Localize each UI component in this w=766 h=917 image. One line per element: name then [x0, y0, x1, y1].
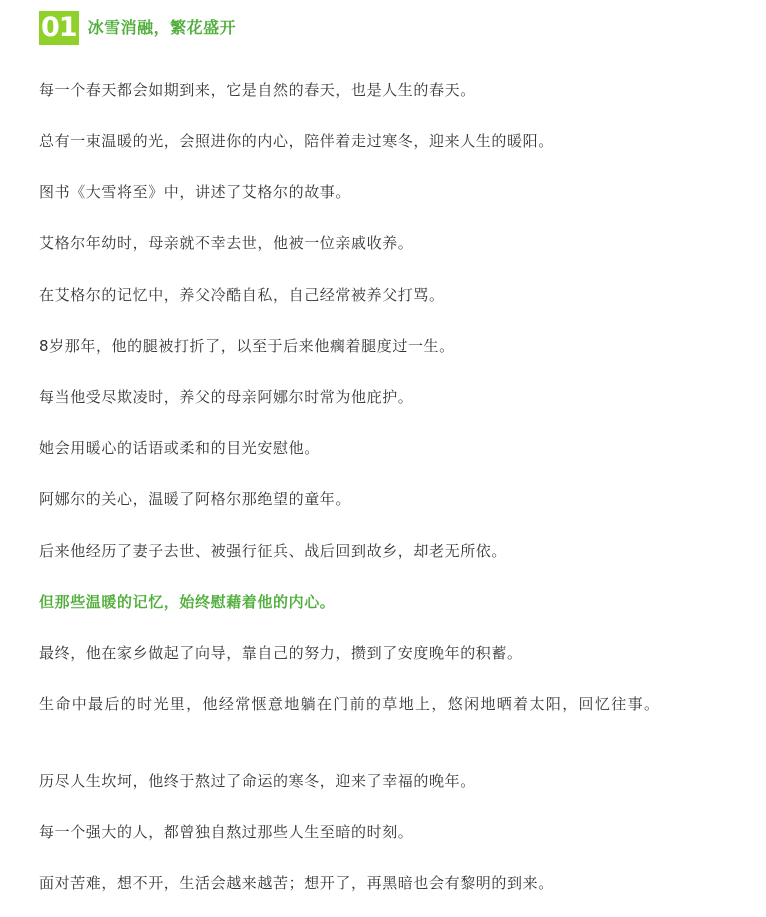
section-title: 冰雪消融，繁花盛开 — [87, 18, 237, 37]
paragraph: 历尽人生坎坷，他终于熬过了命运的寒冬，迎来了幸福的晚年。 — [39, 772, 476, 790]
paragraph: 最终，他在家乡做起了向导，靠自己的努力，攒到了安度晚年的积蓄。 — [39, 644, 523, 662]
paragraph: 阿娜尔的关心，温暖了阿格尔那绝望的童年。 — [39, 490, 352, 508]
paragraph: 每当他受尽欺凌时，养父的母亲阿娜尔时常为他庇护。 — [39, 388, 414, 406]
paragraph: 艾格尔年幼时，母亲就不幸去世，他被一位亲戚收养。 — [39, 234, 414, 252]
section-number-badge: 01 — [41, 12, 77, 43]
paragraph: 8岁那年，他的腿被打折了，以至于后来他瘸着腿度过一生。 — [39, 337, 455, 355]
section-header — [39, 10, 236, 46]
paragraph: 每一个强大的人，都曾独自熬过那些人生至暗的时刻。 — [39, 823, 414, 841]
paragraph: 总有一束温暖的光，会照进你的内心，陪伴着走过寒冬，迎来人生的暖阳。 — [39, 132, 554, 150]
paragraph: 在艾格尔的记忆中，养父冷酷自私，自己经常被养父打骂。 — [39, 286, 445, 304]
paragraph: 她会用暖心的话语或柔和的目光安慰他。 — [39, 439, 320, 457]
paragraph: 后来他经历了妻子去世、被强行征兵、战后回到故乡，却老无所依。 — [39, 542, 508, 560]
paragraph: 面对苦难，想不开，生活会越来越苦；想开了，再黑暗也会有黎明的到来。 — [39, 874, 554, 892]
paragraph: 图书《大雪将至》中，讲述了艾格尔的故事。 — [39, 183, 352, 201]
paragraph: 每一个春天都会如期到来，它是自然的春天，也是人生的春天。 — [39, 81, 476, 99]
paragraph: 生命中最后的时光里，他经常惬意地躺在门前的草地上，悠闲地晒着太阳，回忆往事。 — [39, 695, 661, 713]
highlighted-paragraph: 但那些温暖的记忆，始终慰藉着他的内心。 — [39, 593, 336, 611]
